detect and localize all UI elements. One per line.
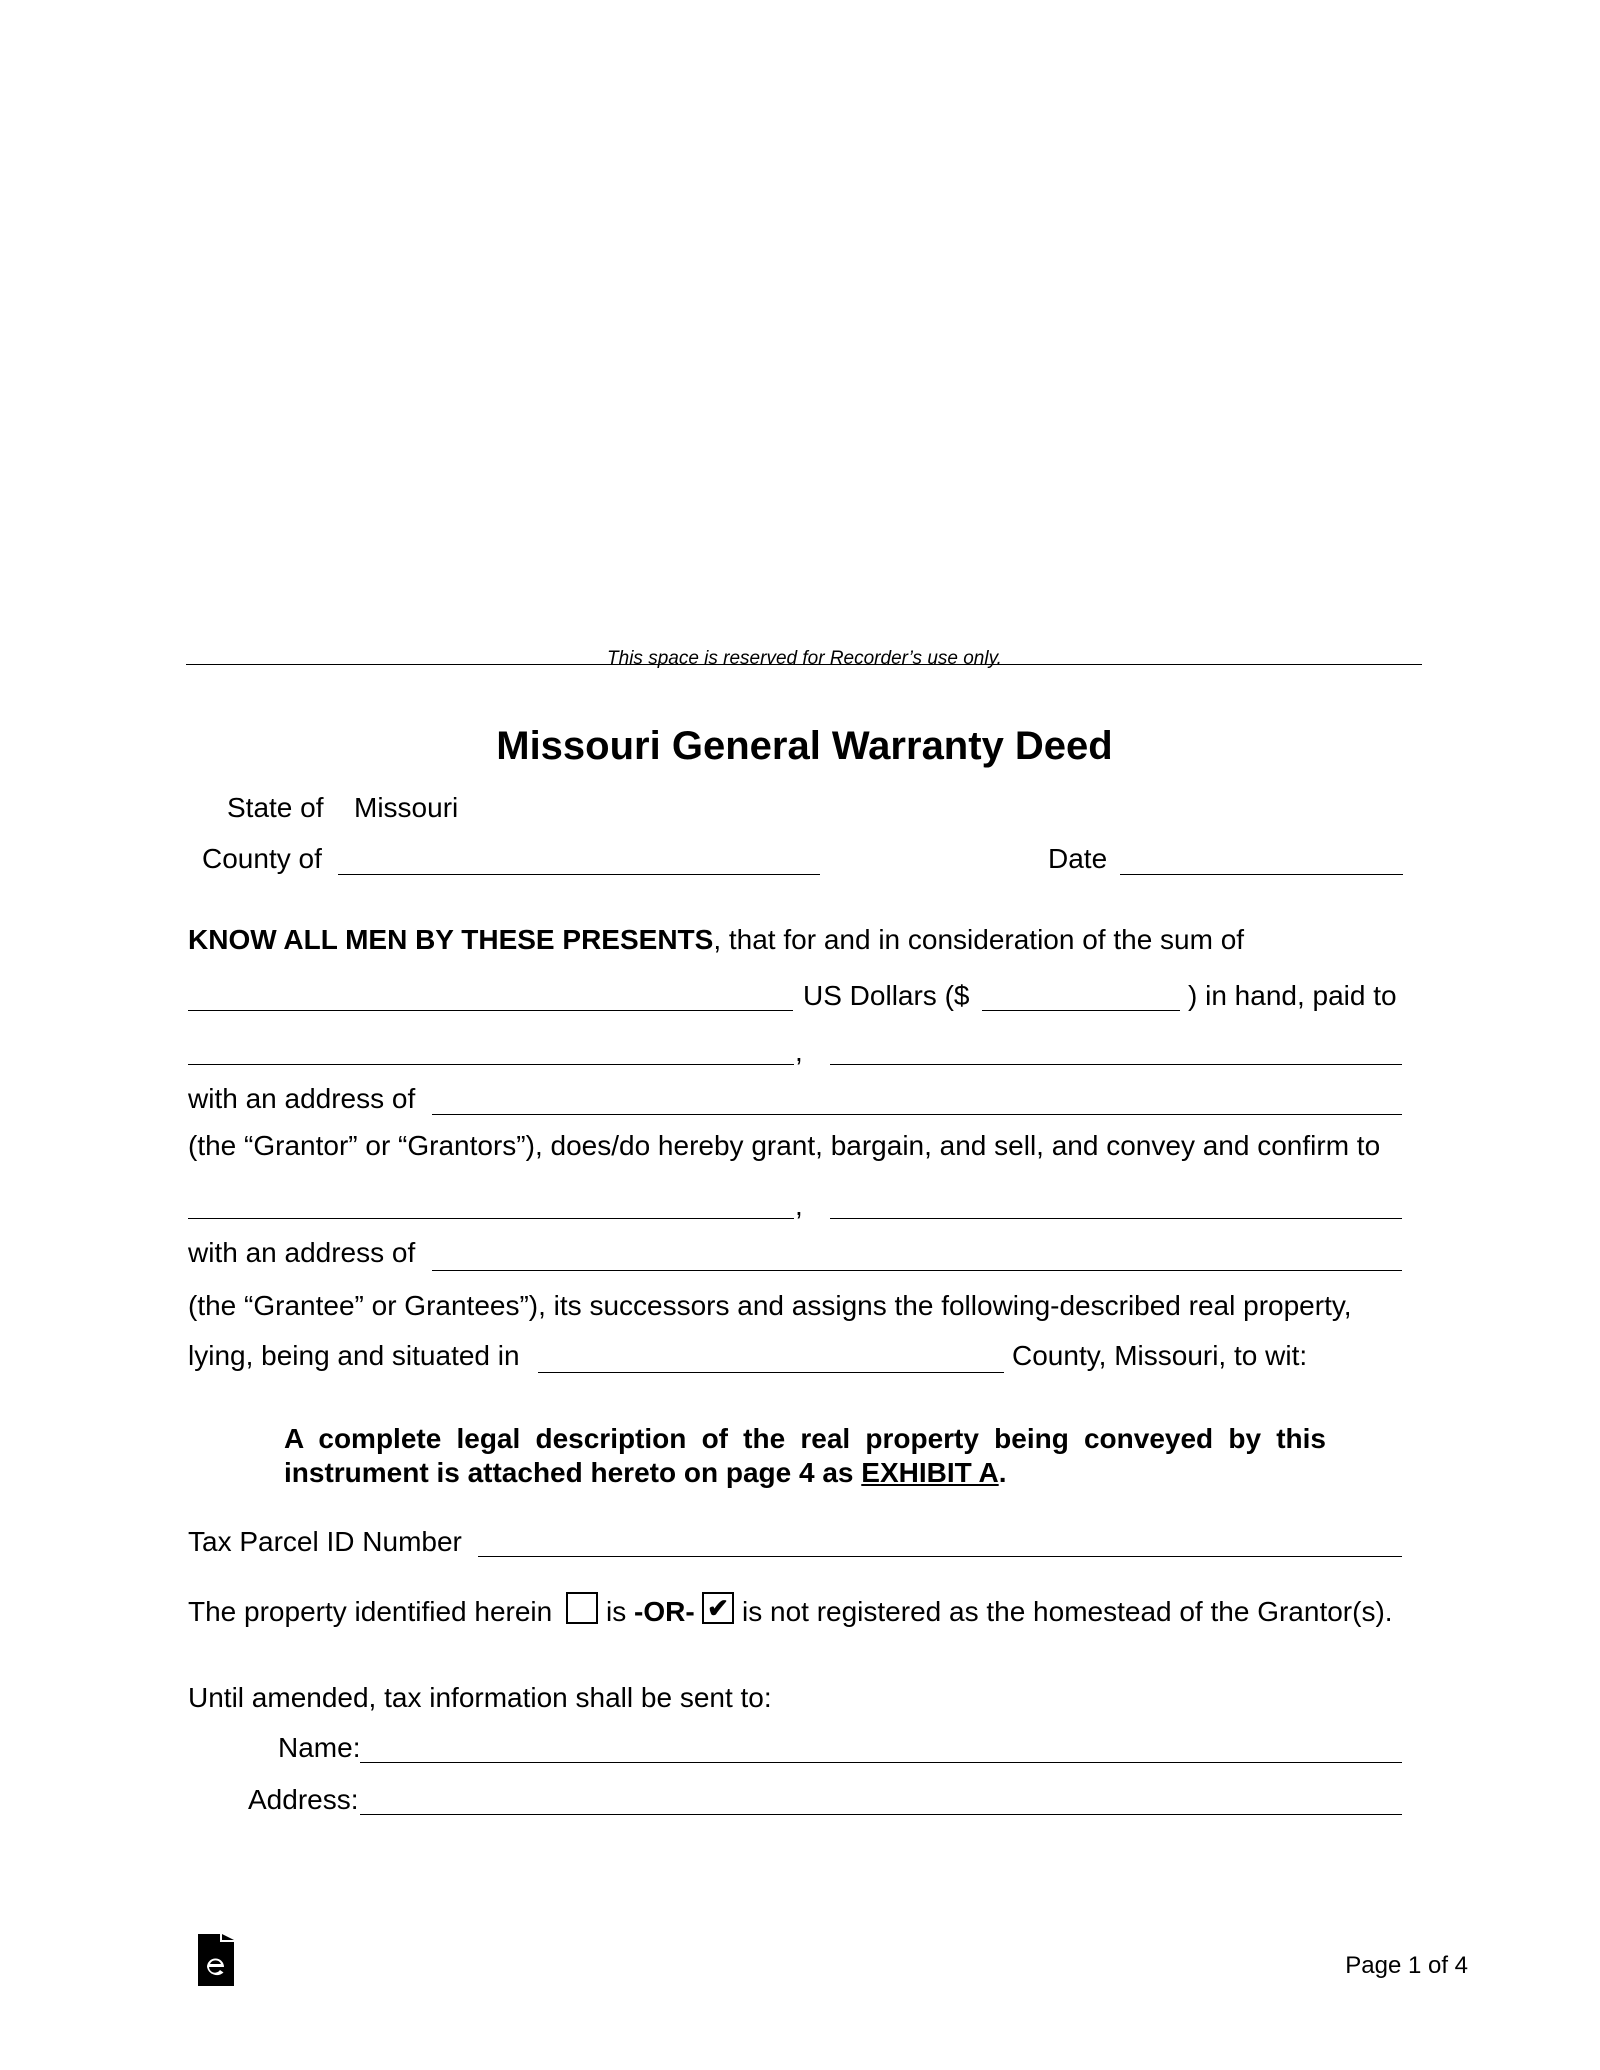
in-hand-label: ) in hand, paid to — [1188, 980, 1397, 1011]
legal-description-notice — [284, 1422, 1326, 1490]
homestead-or-label: -OR- — [634, 1596, 695, 1627]
consideration-text — [188, 924, 1244, 956]
homestead-is-label: is — [606, 1596, 627, 1627]
tax-parcel-label: Tax Parcel ID Number — [188, 1526, 462, 1557]
document-e-logo-icon — [198, 1934, 234, 1986]
grantor-clause: (the “Grantor” or “Grantors”), does/do hereby grant, bargain, and sell, and convey and confirm to — [188, 1130, 1381, 1161]
homestead-is-not-checkbox[interactable] — [702, 1592, 734, 1624]
situated-county-field[interactable] — [538, 1372, 1004, 1373]
homestead-is-checkbox[interactable] — [566, 1592, 598, 1624]
date-field[interactable] — [1120, 874, 1403, 875]
grantee-name-field-2[interactable] — [830, 1218, 1402, 1219]
recorder-divider — [186, 664, 1422, 665]
homestead-text: The property identified herein — [188, 1596, 553, 1627]
grantor-comma: , — [795, 1036, 803, 1067]
homestead-is-not-label: is not registered as the homestead of the Grantor(s). — [742, 1596, 1393, 1627]
us-dollars-label: US Dollars ($ — [803, 980, 970, 1011]
exhibit-a-link: EXHIBIT A — [861, 1457, 999, 1488]
tax-address-field[interactable] — [360, 1814, 1402, 1815]
grantee-name-field-1[interactable] — [188, 1218, 794, 1219]
legal-description-line-2 — [284, 1456, 1326, 1490]
know-all-heading: KNOW ALL MEN BY THESE PRESENTS — [188, 924, 714, 955]
county-label: County of — [202, 843, 322, 874]
lying-label: lying, being and situated in — [188, 1340, 520, 1371]
county-field[interactable] — [338, 874, 820, 875]
tax-name-label: Name: — [278, 1732, 361, 1763]
page-number: Page 1 of 4 — [1345, 1952, 1468, 1979]
check-mark-icon: ✔ — [707, 1593, 729, 1623]
grantor-name-field-2[interactable] — [830, 1064, 1402, 1065]
amount-number-field[interactable] — [982, 1010, 1180, 1011]
grantee-address-label: with an address of — [188, 1237, 416, 1268]
legal-description-end: . — [998, 1457, 1007, 1488]
state-value: Missouri — [354, 792, 459, 823]
grantee-comma: , — [795, 1190, 803, 1221]
tax-address-label: Address: — [248, 1784, 359, 1815]
grantor-address-field[interactable] — [432, 1114, 1402, 1115]
date-label: Date — [1048, 843, 1108, 874]
county-suffix: County, Missouri, to wit: — [1012, 1340, 1308, 1371]
consideration-rest: , that for and in consideration of the sum of — [713, 924, 1245, 955]
grantor-address-label: with an address of — [188, 1083, 416, 1114]
tax-info-label: Until amended, tax information shall be sent to: — [188, 1682, 772, 1713]
tax-name-field[interactable] — [360, 1762, 1402, 1763]
recorder-note: This space is reserved for Recorder’s use only. — [607, 648, 1002, 669]
grantee-clause: (the “Grantee” or Grantees”), its successors and assigns the following-described real property, — [188, 1290, 1352, 1321]
legal-description-line-1: A complete legal description of the real property being conveyed by this — [284, 1423, 1326, 1454]
state-label: State of — [227, 792, 324, 823]
grantor-name-field-1[interactable] — [188, 1064, 794, 1065]
tax-parcel-field[interactable] — [478, 1556, 1402, 1557]
page-title: Missouri General Warranty Deed — [496, 724, 1113, 768]
amount-words-field[interactable] — [188, 1010, 793, 1011]
grantee-address-field[interactable] — [432, 1270, 1402, 1271]
legal-description-line-2-text: instrument is attached hereto on page 4 as — [284, 1457, 862, 1488]
